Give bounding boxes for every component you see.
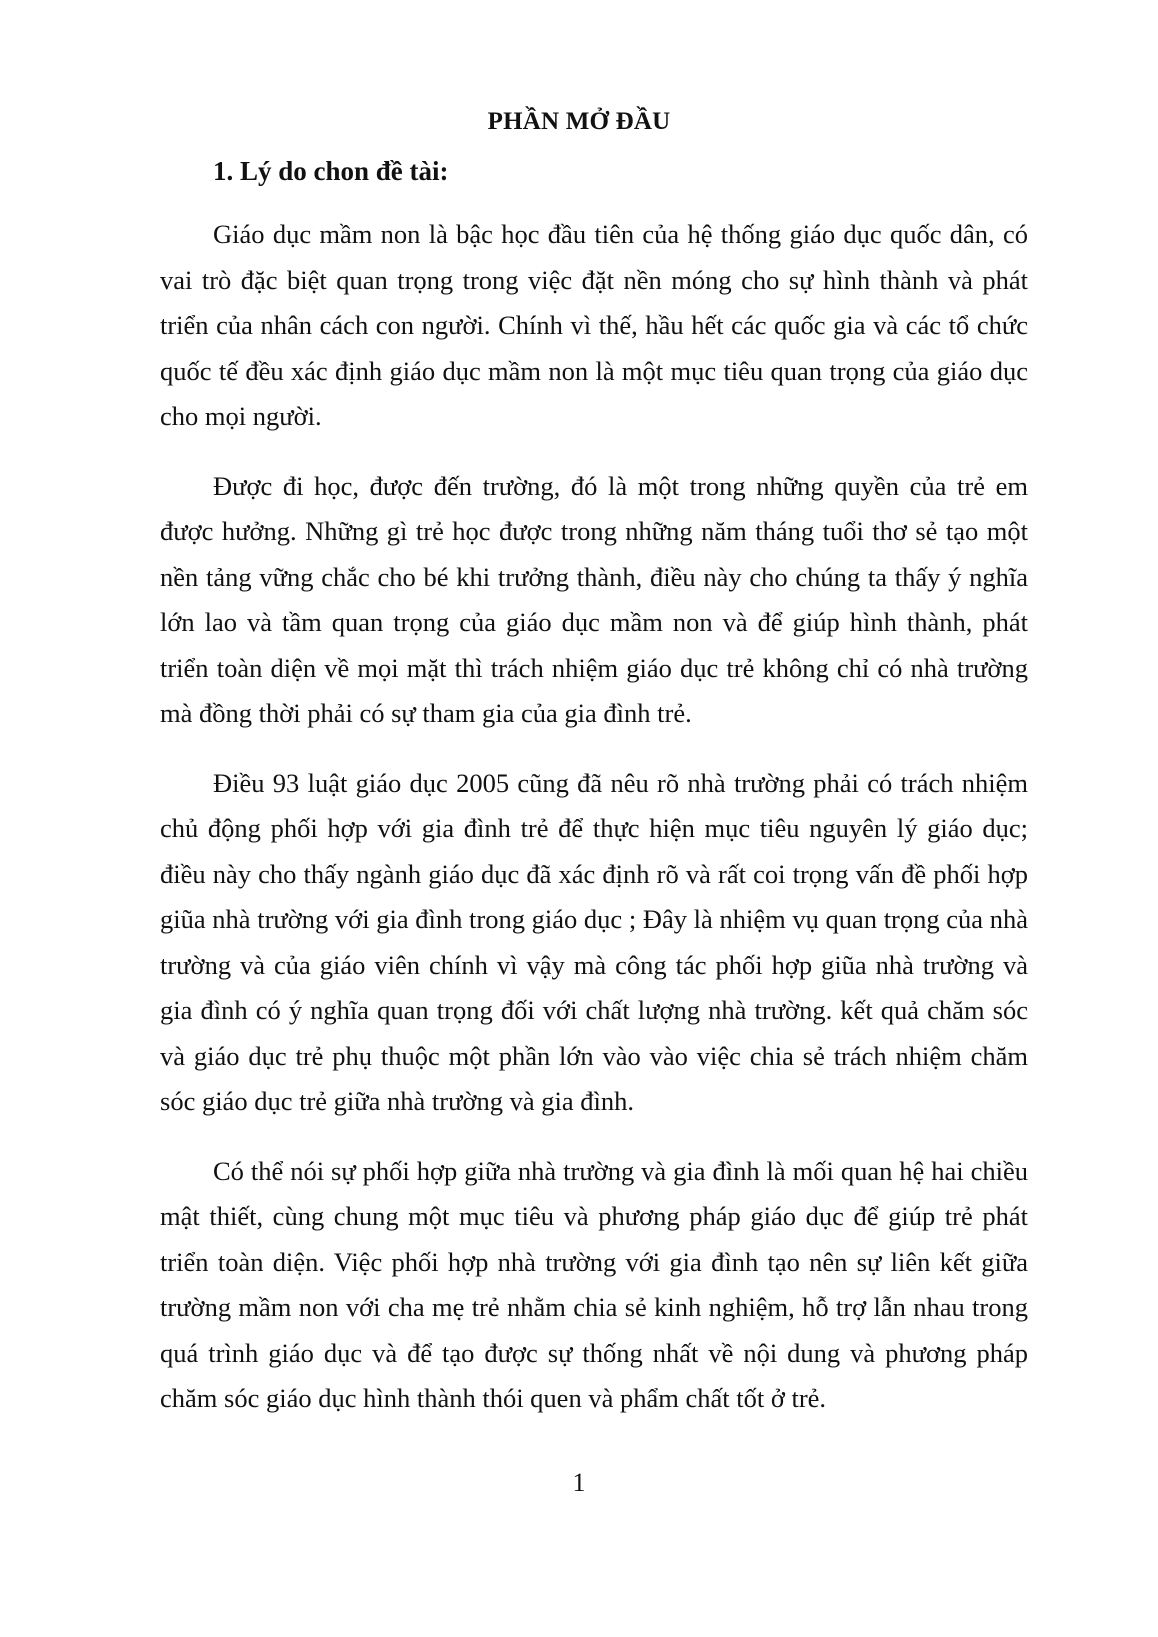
section-heading: 1. Lý do chon đề tài: xyxy=(213,156,449,186)
page-number: 1 xyxy=(572,1468,586,1497)
paragraph: Được đi học, được đến trường, đó là một trong những quyền của trẻ em được hưởng. Những gì trẻ học được trong những năm tháng tuổi thơ sẻ tạo một nền tảng vững chắc cho bé khi trưởng thành, điều này cho chúng ta thấy ý nghĩa lớn lao và tầm quan trọng của giáo dục mầm non và để giúp hình thành, phát triển toàn diện về mọi mặt thì trách nhiệm giáo dục trẻ không chỉ có nhà trường mà đồng thời phải có sự tham gia của gia đình trẻ. xyxy=(160,470,1028,728)
page-title: PHẦN MỞ ĐẦU xyxy=(487,108,671,135)
paragraph: Giáo dục mầm non là bậc học đầu tiên của hệ thống giáo dục quốc dân, có vai trò đặc biệt quan trọng trong việc đặt nền móng cho sự hình thành và phát triển của nhân cách con người. Chính vì thế, hầu hết các quốc gia và các tổ chức quốc tế đều xác định giáo dục mầm non là một mục tiêu quan trọng của giáo dục cho mọi người. xyxy=(160,219,1028,431)
body-text xyxy=(160,212,1028,1446)
paragraph: Điều 93 luật giáo dục 2005 cũng đã nêu rõ nhà trường phải có trách nhiệm chủ động phối hợp với gia đình trẻ để thực hiện mục tiêu nguyên lý giáo dục; điều này cho thấy ngành giáo dục đã xác định rõ và rất coi trọng vấn đề phối hợp giũa nhà trường với gia đình trong giáo dục ; Đây là nhiệm vụ quan trọng của nhà trường và của giáo viên chính vì vậy mà công tác phối hợp giũa nhà trường và gia đình có ý nghĩa quan trọng đối với chất lượng nhà trường. kết quả chăm sóc và giáo dục trẻ phụ thuộc một phần lớn vào vào việc chia sẻ trách nhiệm chăm sóc giáo dục trẻ giữa nhà trường và gia đình. xyxy=(160,767,1028,1116)
paragraph: Có thể nói sự phối hợp giữa nhà trường và gia đình là mối quan hệ hai chiều mật thiết, cùng chung một mục tiêu và phương pháp giáo dục để giúp trẻ phát triển toàn diện. Việc phối hợp nhà trường với gia đình tạo nên sự liên kết giữa trường mầm non với cha mẹ trẻ nhằm chia sẻ kinh nghiệm, hỗ trợ lẫn nhau trong quá trình giáo dục và để tạo được sự thống nhất về nội dung và phương pháp chăm sóc giáo dục hình thành thói quen và phẩm chất tốt ở trẻ. xyxy=(160,1155,1028,1413)
